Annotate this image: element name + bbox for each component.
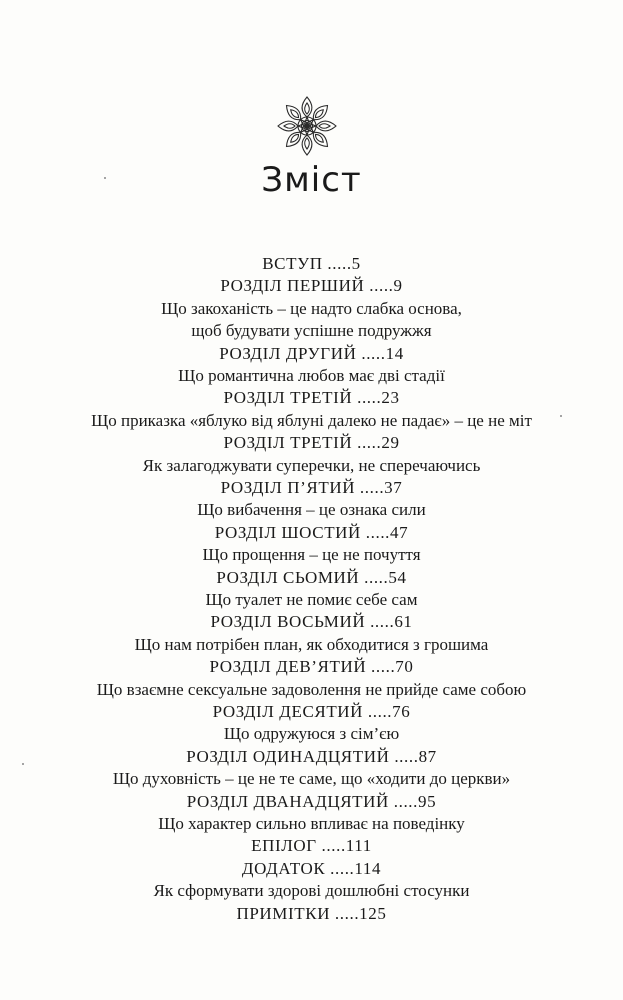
toc-chapter-entry: РОЗДІЛ ПЕРШИЙ .....9 (220, 276, 403, 296)
scan-speck (560, 415, 562, 417)
toc-subtitle-entry: Що нам потрібен план, як обходитися з грошима (134, 634, 489, 654)
toc-subtitle-entry: щоб будувати успішне подружжя (191, 321, 432, 341)
toc-subtitle-entry: Що прощення – це не почуття (202, 545, 421, 565)
toc-chapter-entry: РОЗДІЛ ОДИНАДЦЯТИЙ .....87 (186, 746, 437, 766)
toc-subtitle-entry: Що взаємне сексуальне задоволення не прийде саме собою (96, 679, 527, 699)
toc-chapter-entry: РОЗДІЛ ТРЕТІЙ .....23 (223, 388, 400, 408)
toc-subtitle-entry: Як залагоджувати суперечки, не сперечаючись (142, 455, 481, 475)
toc-subtitle-entry: Що туалет не помиє себе сам (205, 590, 418, 609)
toc-chapter-entry: РОЗДІЛ ДВАНАДЦЯТИЙ .....95 (186, 791, 437, 811)
toc-chapter-entry: РОЗДІЛ ДЕВ’ЯТИЙ .....70 (209, 657, 414, 677)
toc-chapter-entry: РОЗДІЛ СЬОМИЙ .....54 (216, 567, 407, 587)
toc-subtitle-entry: Що романтична любов має дві стадії (178, 366, 445, 385)
toc-subtitle-entry: Що вибачення – це ознака сили (197, 500, 426, 520)
toc-chapter-entry: РОЗДІЛ ВОСЬМИЙ .....61 (210, 612, 413, 632)
toc-chapter-entry: РОЗДІЛ П’ЯТИЙ .....37 (220, 478, 403, 497)
toc-subtitle-entry: Що характер сильно впливає на поведінку (158, 814, 465, 833)
toc-chapter-entry: РОЗДІЛ ТРЕТІЙ .....29 (223, 433, 400, 453)
scan-speck (104, 177, 106, 179)
toc-subtitle-entry: Як сформувати здорові дошлюбні стосунки (153, 881, 470, 901)
toc-subtitle-entry: Що духовність – це не те саме, що «ходити до церкви» (112, 769, 511, 789)
mandala-ornament-icon (276, 95, 338, 157)
toc-chapter-entry: РОЗДІЛ ДЕСЯТИЙ .....76 (212, 702, 411, 721)
toc-chapter-entry: ВСТУП .....5 (262, 254, 361, 273)
toc-chapter-entry: ДОДАТОК .....114 (241, 858, 382, 878)
toc-subtitle-entry: Що приказка «яблуко від яблуні далеко не падає» – це не міт (91, 410, 532, 430)
toc-chapter-entry: РОЗДІЛ ДРУГИЙ .....14 (219, 343, 404, 363)
page-title: Зміст (261, 160, 362, 200)
toc-subtitle-entry: Що закоханість – це надто слабка основа, (161, 298, 462, 318)
toc-chapter-entry: РОЗДІЛ ШОСТИЙ .....47 (214, 522, 409, 542)
scan-speck (22, 763, 24, 765)
toc-chapter-entry: ЕПІЛОГ .....111 (251, 836, 372, 856)
toc-chapter-entry: ПРИМІТКИ .....125 (236, 903, 387, 923)
toc-subtitle-entry: Що одружуюся з сім’єю (223, 724, 400, 744)
